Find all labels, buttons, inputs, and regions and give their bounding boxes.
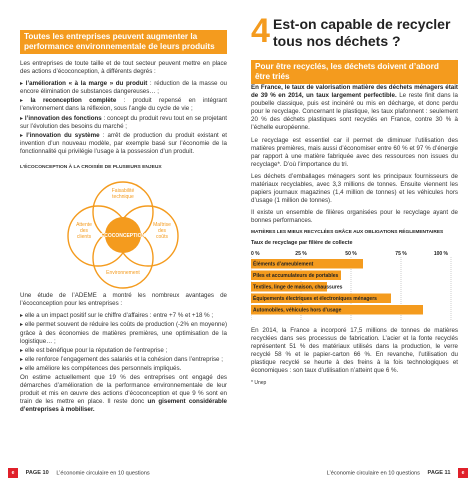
diagram-title: L’ÉCOCONCEPTION À LA CROISÉE DE PLUSIEURS ENJEUX bbox=[20, 165, 162, 171]
bullet-arrow-icon: ▸ bbox=[20, 114, 25, 122]
right-paragraph-3: Les déchets d’emballages ménagers sont les principaux fournisseurs de matériaux recyclables, avec 3,3 millions de tonnes. Ensuite viennent les papiers journaux magazines (1,4 million de tonnes) et les véhicules hors d’usage (1 million de tonnes). bbox=[251, 172, 458, 205]
x-tick-label: 50 % bbox=[345, 250, 357, 257]
recycling-bar-chart bbox=[251, 249, 458, 321]
question-title: Est-on capable de recycler tous nos déchets ? bbox=[273, 16, 451, 49]
bar-category-label: Équipements électriques et électroniques ménagers bbox=[253, 295, 377, 302]
bullet-text: : arrêt de production du produit existant et invention d’un nouveau modèle, par exemple basé sur l’économie de la fonctionnalité qui privilégie l’usage à la possession d’un produit. bbox=[20, 131, 228, 155]
ecoconception-bullet bbox=[20, 115, 227, 131]
footer-title-right: L’économie circulaire en 10 questions bbox=[326, 470, 420, 477]
venn-right-label: Maîtrise des coûts bbox=[153, 222, 171, 241]
right-header bbox=[251, 14, 458, 84]
left-intro: Les entreprises de toute taille et de tout secteur peuvent mettre en place des actions d’écoconception, à différents degrés : bbox=[20, 60, 227, 76]
closing-text: On estime actuellement que 19 % des entreprises ont engagé des démarches d’amélioration de la performance environnementale de leur produit et mis en œuvre des actions d’écoconception et que 9 % sont en train de les mettre en place. Il reste donc bbox=[20, 373, 227, 406]
study-intro: Une étude de l’ADEME a montré les nombreux avantages de l’écoconception pour les entreprises : bbox=[20, 292, 227, 308]
bullet-arrow-icon: ▸ bbox=[20, 131, 27, 139]
left-bullets bbox=[20, 80, 227, 156]
bullet-text: : réduction de la masse ou encore élimination de substances dangereuses… ; bbox=[20, 80, 227, 96]
bar-chart-svg bbox=[251, 249, 458, 321]
study-bullet: ▸ elle améliore les compétences des personnels impliqués. bbox=[20, 364, 182, 372]
publisher-logo-right: e bbox=[458, 468, 468, 478]
study-bullets bbox=[20, 312, 227, 373]
right-paragraph-2: Le recyclage est essentiel car il permet de diminuer l’utilisation des matières premières, mais aussi d’économiser entre 60 % et 97 % d’énergie par rapport à une matière fabriquée avec des ressources non issues du recyclage*. D’où l’importance du tri. bbox=[251, 136, 458, 168]
study-bullet: ▸ elle permet souvent de réduire les coûts de production (-2% en moyenne) grâce à des économies de matières premières, une optimisation de la logistique… ; bbox=[20, 321, 227, 345]
chart-heading: MATIÈRES LES MIEUX RECYCLÉES GRÂCE AUX OBLIGATIONS RÉGLEMENTAIRES bbox=[251, 229, 444, 235]
footer-right bbox=[327, 468, 468, 478]
study-bullet: ▸ elle renforce l’engagement des salariés et la cohésion dans l’entreprise ; bbox=[20, 355, 223, 363]
right-paragraph-1 bbox=[251, 84, 458, 133]
x-tick-label: 75 % bbox=[395, 250, 407, 257]
right-section-band: Pour être recyclés, les déchets doivent d’abord être triés bbox=[251, 60, 458, 84]
bullet-text: : concept du produit revu tout en se projetant sur l’évolution des besoins du marché ; bbox=[20, 114, 227, 130]
bullet-bold: l’amélioration « à la marge » du produit bbox=[25, 80, 148, 88]
x-tick-label: 25 % bbox=[295, 250, 307, 257]
ecoconception-bullet bbox=[20, 132, 227, 156]
left-section-band: Toutes les entreprises peuvent augmenter la performance environnementale de leurs produits bbox=[20, 30, 227, 54]
chart-subtitle: Taux de recyclage par filière de collecte bbox=[251, 239, 353, 246]
bullet-bold: la reconception complète bbox=[30, 97, 117, 105]
question-number: 4 bbox=[251, 12, 270, 50]
bar-category-label: Piles et accumulateurs de portables bbox=[253, 272, 339, 279]
page-number-left: PAGE 10 bbox=[25, 470, 49, 477]
bullet-bold: l’innovation des fonctions bbox=[24, 114, 102, 122]
page-number-right: PAGE 11 bbox=[427, 470, 451, 477]
bar-category-label: Automobiles, véhicules hors d’usage bbox=[253, 307, 342, 314]
ecoconception-bullet bbox=[20, 97, 227, 113]
left-column bbox=[20, 14, 227, 418]
venn-top-label: Faisabilité technique bbox=[111, 188, 135, 201]
x-tick-label: 100 % bbox=[433, 250, 448, 257]
study-bullet: ▸ elle a un impact positif sur le chiffre d’affaires : entre +7 % et +18 % ; bbox=[20, 312, 214, 320]
p1-bold: En France, le taux de valorisation matière des déchets ménagers était de 39 % en 2014, un taux largement perfectible. bbox=[251, 84, 458, 100]
venn-left-label: Attente des clients bbox=[76, 222, 92, 241]
ecoconception-bullet bbox=[20, 80, 227, 96]
right-column bbox=[251, 14, 458, 391]
bullet-text: : produit repensé en intégrant l’environnement dans la réflexion, sous l’angle du cycle de vie ; bbox=[20, 97, 227, 113]
venn-bottom-label: Environnement bbox=[106, 270, 140, 277]
bullet-arrow-icon: ▸ bbox=[20, 80, 26, 88]
publisher-logo-left: e bbox=[8, 468, 18, 478]
closing-paragraph bbox=[20, 374, 227, 414]
footer-left bbox=[8, 468, 150, 478]
closing-bold: un gisement considérable d’entreprises à mobiliser. bbox=[20, 398, 227, 414]
ecoconception-diagram bbox=[20, 174, 227, 292]
p1-text: Le reste finit dans la poubelle classique, puis est incinéré ou mis en décharge, et donc perdu pour le recyclage. Concernant le plastique, les taux plafonnent : seulement 20 % des déchets plastiques sont recyclés en France, contre 30 % à l’échelle européenne. bbox=[251, 92, 458, 132]
bar-category-label: Textiles, linge de maison, chaussures bbox=[253, 284, 343, 291]
study-bullet: ▸ elle est bénéfique pour la réputation de l’entreprise ; bbox=[20, 346, 168, 354]
bullet-arrow-icon: ▸ bbox=[20, 97, 31, 105]
bullet-bold: l’innovation du système bbox=[26, 131, 100, 139]
footnote: * Unep bbox=[251, 380, 267, 387]
right-paragraph-4: Il existe un ensemble de filières organisées pour le recyclage ayant de bonnes performances. bbox=[251, 209, 458, 225]
bar-category-label: Éléments d’ameublement bbox=[253, 261, 314, 268]
venn-diagram-svg bbox=[20, 174, 227, 292]
footer-title-left: L’économie circulaire en 10 questions bbox=[56, 470, 150, 477]
venn-center-label: ÉCOCONCEPTION bbox=[100, 233, 146, 240]
right-paragraph-5: En 2014, la France a incorporé 17,5 millions de tonnes de matières recyclées dans ses processus de fabrication. L’acier et la fonte recyclés représentent 51 % des matériaux utilisés dans la production, le verre recyclé 58 % et le papier-carton 66 %. En revanche, l’utilisation du plastique recyclé se heurte à des freins à la fois technologiques et économiques : son taux d’utilisation n’atteint que 6 %. bbox=[251, 326, 458, 375]
x-tick-label: 0 % bbox=[251, 250, 260, 257]
